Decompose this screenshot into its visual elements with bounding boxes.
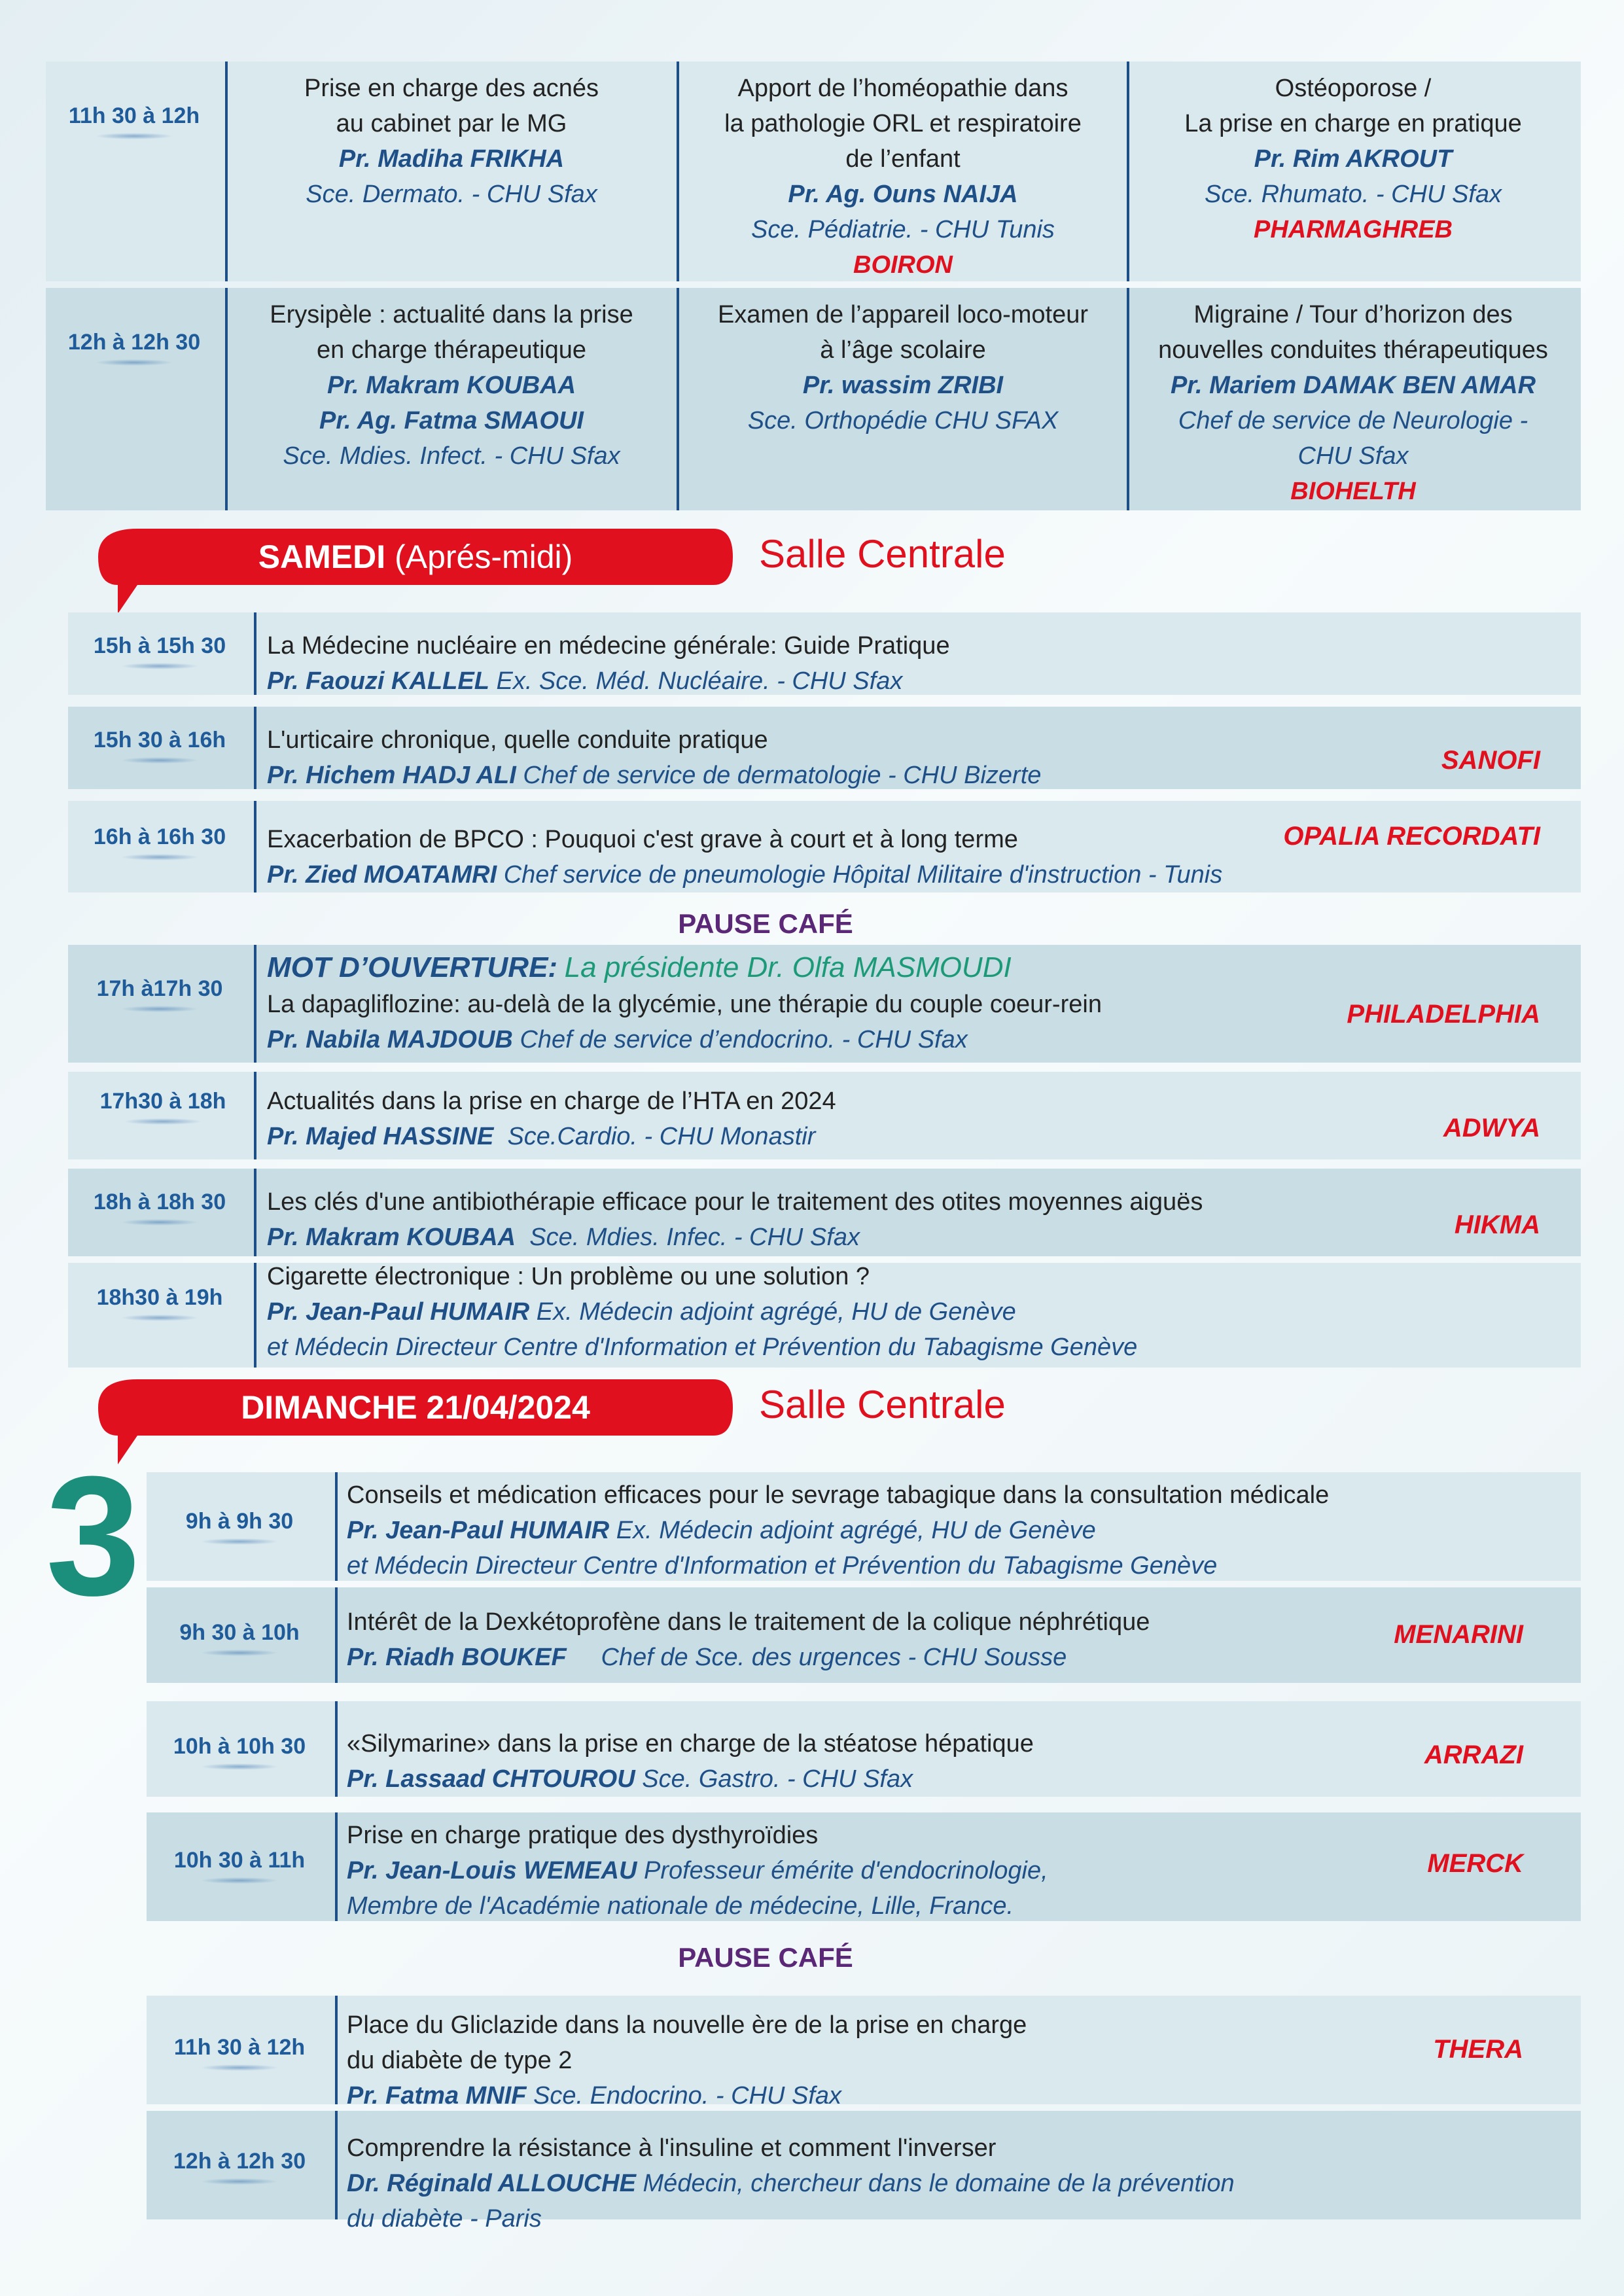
speaker-name: Dr. Réginald ALLOUCHE — [347, 2170, 636, 2197]
speaker-affiliation: CHU Sfax — [1297, 442, 1409, 470]
speaker-affiliation: Chef de Sce. des urgences - CHU Sousse — [601, 1644, 1067, 1671]
session-time: 9h à 9h 30 — [147, 1509, 332, 1545]
session-title: à l’âge scolaire — [820, 336, 986, 364]
session-block — [347, 2130, 1235, 2236]
session-title: Migraine / Tour d’horizon des — [1193, 301, 1513, 328]
speaker-affiliation: Sce.Cardio. - CHU Monastir — [507, 1123, 816, 1150]
column-divider — [1127, 288, 1129, 510]
speaker-affiliation: Membre de l'Académie nationale de médecine, Lille, France. — [347, 1892, 1014, 1920]
session-time: 17h30 à 18h — [68, 1089, 258, 1125]
banner-title: DIMANCHE 21/04/2024 — [241, 1389, 590, 1426]
speaker-name: Pr. Fatma MNIF — [347, 2082, 527, 2110]
session-title: Conseils et médication efficaces pour le sevrage tabagique dans la consultation médicale — [347, 1481, 1330, 1509]
sponsor-lab: SANOFI — [1441, 746, 1540, 775]
opening-label: MOT D’OUVERTURE: — [267, 951, 558, 983]
session-block — [267, 628, 950, 699]
session-title: Examen de l’appareil loco-moteur — [717, 301, 1089, 328]
speaker-name: Pr. Mariem DAMAK BEN AMAR — [1170, 372, 1536, 399]
session-block — [267, 1259, 1137, 1365]
room-name: Salle Centrale — [759, 1383, 1006, 1426]
time-divider — [254, 945, 256, 1063]
speaker-name: Pr. Faouzi KALLEL — [267, 667, 489, 695]
session-cell — [680, 297, 1125, 438]
session-time: 10h à 10h 30 — [147, 1734, 332, 1770]
sponsor-lab: ARRAZI — [1424, 1740, 1523, 1769]
opening-speaker: La présidente Dr. Olfa MASMOUDI — [564, 951, 1012, 983]
speaker-affiliation: Chef de service de Neurologie - — [1178, 407, 1528, 434]
sponsor-lab: THERA — [1433, 2035, 1523, 2064]
speaker-name: Pr. Jean-Paul HUMAIR — [267, 1298, 530, 1326]
session-block — [347, 1604, 1150, 1675]
sponsor-lab: MENARINI — [1394, 1620, 1523, 1649]
session-time: 10h 30 à 11h — [147, 1848, 332, 1884]
session-block — [267, 1184, 1203, 1255]
session-title: La Médecine nucléaire en médecine générale: Guide Pratique — [267, 632, 950, 660]
session-title: Prise en charge pratique des dysthyroïdies — [347, 1822, 819, 1849]
session-time: 11h 30 à 12h — [46, 103, 222, 139]
coffee-break-label: PAUSE CAFÉ — [678, 908, 853, 939]
session-block — [267, 722, 1041, 793]
day-banner-dimanche — [98, 1379, 733, 1436]
speaker-affiliation: du diabète - Paris — [347, 2205, 542, 2233]
speaker-affiliation: Sce. Rhumato. - CHU Sfax — [1204, 181, 1502, 208]
session-block — [267, 1084, 836, 1154]
speaker-name: Pr. Hichem HADJ ALI — [267, 762, 516, 789]
sponsor-lab: OPALIA RECORDATI — [1283, 822, 1540, 851]
speaker-affiliation: Médecin, chercheur dans le domaine de la prévention — [643, 2170, 1235, 2197]
speaker-name: Pr. Jean-Paul HUMAIR — [347, 1517, 610, 1544]
session-time: 9h 30 à 10h — [147, 1620, 332, 1656]
banner-title: SAMEDI — [258, 539, 386, 575]
session-title: Ostéoporose / — [1275, 75, 1432, 102]
session-time: 15h 30 à 16h — [68, 728, 251, 764]
sponsor-lab: ADWYA — [1443, 1114, 1540, 1142]
sponsor-lab: BOIRON — [853, 251, 953, 279]
session-time: 18h30 à 19h — [68, 1285, 251, 1321]
column-divider — [225, 288, 228, 510]
speaker-affiliation: Sce. Mdies. Infect. - CHU Sfax — [283, 442, 620, 470]
speaker-affiliation: Sce. Gastro. - CHU Sfax — [642, 1765, 913, 1793]
session-title: Comprendre la résistance à l'insuline et comment l'inverser — [347, 2134, 997, 2162]
session-time: 11h 30 à 12h — [147, 2035, 332, 2071]
session-cell — [680, 71, 1125, 283]
sponsor-lab: PHARMAGHREB — [1254, 216, 1453, 243]
session-block — [347, 1726, 1034, 1797]
speaker-affiliation: Sce. Pédiatrie. - CHU Tunis — [751, 216, 1055, 243]
speaker-affiliation: Chef de service d’endocrino. - CHU Sfax — [520, 1026, 968, 1053]
session-time: 18h à 18h 30 — [68, 1190, 251, 1226]
session-block — [267, 950, 1102, 1057]
speaker-affiliation: Professeur émérite d'endocrinologie, — [643, 1857, 1048, 1884]
speaker-name: Pr. Rim AKROUT — [1254, 145, 1453, 173]
column-divider — [677, 62, 679, 281]
time-divider — [335, 1996, 338, 2104]
speaker-affiliation: Ex. Sce. Méd. Nucléaire. - CHU Sfax — [496, 667, 903, 695]
session-block — [347, 2007, 1027, 2113]
session-title: Prise en charge des acnés — [304, 75, 599, 102]
session-block — [347, 1477, 1329, 1583]
session-title: Apport de l’homéopathie dans — [737, 75, 1068, 102]
session-title: «Silymarine» dans la prise en charge de la stéatose hépatique — [347, 1730, 1034, 1757]
time-divider — [335, 1587, 338, 1683]
sponsor-lab: PHILADELPHIA — [1347, 1000, 1540, 1029]
speaker-affiliation: Chef de service de dermatologie - CHU Bizerte — [523, 762, 1042, 789]
time-divider — [254, 707, 256, 789]
time-divider — [335, 1472, 338, 1581]
column-divider — [225, 62, 228, 281]
speaker-affiliation: Sce. Mdies. Infec. - CHU Sfax — [529, 1224, 860, 1251]
session-cell — [229, 71, 674, 212]
session-time: 17h à17h 30 — [68, 976, 251, 1012]
room-name: Salle Centrale — [759, 532, 1006, 576]
speaker-affiliation: Sce. Orthopédie CHU SFAX — [747, 407, 1059, 434]
session-title: Erysipèle : actualité dans la prise — [270, 301, 633, 328]
speaker-name: Pr. wassim ZRIBI — [802, 372, 1004, 399]
session-title: Place du Gliclazide dans la nouvelle ère de la prise en charge — [347, 2011, 1027, 2039]
time-divider — [254, 801, 256, 892]
time-divider — [254, 1169, 256, 1256]
speaker-affiliation: et Médecin Directeur Centre d'Information et Prévention du Tabagisme Genève — [267, 1333, 1138, 1361]
session-cell — [229, 297, 674, 474]
session-block — [347, 1818, 1048, 1924]
time-divider — [335, 1701, 338, 1797]
speaker-name: Pr. Makram KOUBAA — [267, 1224, 516, 1251]
banner-subtitle: (Aprés-midi) — [395, 539, 573, 575]
sponsor-lab: HIKMA — [1454, 1210, 1540, 1239]
speaker-name: Pr. Madiha FRIKHA — [338, 145, 565, 173]
day-number-badge: 3 — [46, 1441, 141, 1631]
coffee-break-label: PAUSE CAFÉ — [678, 1942, 853, 1973]
session-time: 16h à 16h 30 — [68, 824, 251, 860]
time-divider — [254, 1263, 256, 1368]
session-cell — [1131, 71, 1576, 247]
speaker-name: Pr. Jean-Louis WEMEAU — [347, 1857, 637, 1884]
session-title: de l’enfant — [845, 145, 961, 173]
speaker-affiliation: et Médecin Directeur Centre d'Information et Prévention du Tabagisme Genève — [347, 1552, 1218, 1580]
column-divider — [1127, 62, 1129, 281]
session-title: en charge thérapeutique — [317, 336, 586, 364]
session-title: Actualités dans la prise en charge de l’HTA en 2024 — [267, 1087, 836, 1115]
speaker-name: Pr. Nabila MAJDOUB — [267, 1026, 513, 1053]
session-title: Les clés d'une antibiothérapie efficace pour le traitement des otites moyennes aiguës — [267, 1188, 1203, 1216]
speaker-affiliation: Ex. Médecin adjoint agrégé, HU de Genève — [536, 1298, 1016, 1326]
session-title: La prise en charge en pratique — [1184, 110, 1522, 137]
session-block — [267, 822, 1222, 892]
session-title: au cabinet par le MG — [336, 110, 567, 137]
session-title: Cigarette électronique : Un problème ou une solution ? — [267, 1263, 870, 1290]
time-divider — [254, 612, 256, 695]
session-title: la pathologie ORL et respiratoire — [724, 110, 1082, 137]
session-title: nouvelles conduites thérapeutiques — [1158, 336, 1548, 364]
session-time: 15h à 15h 30 — [68, 633, 251, 669]
session-cell — [1131, 297, 1576, 509]
speaker-name: Pr. Ag. Ouns NAIJA — [788, 181, 1018, 208]
speaker-name: Pr. Riadh BOUKEF — [347, 1644, 567, 1671]
session-title: Intérêt de la Dexkétoprofène dans le traitement de la colique néphrétique — [347, 1608, 1150, 1636]
session-title: L'urticaire chronique, quelle conduite pratique — [267, 726, 768, 754]
speaker-name: Pr. Majed HASSINE — [267, 1123, 494, 1150]
column-divider — [677, 288, 679, 510]
day-banner-samedi — [98, 529, 733, 585]
session-title: du diabète de type 2 — [347, 2047, 573, 2074]
speaker-affiliation: Sce. Endocrino. - CHU Sfax — [533, 2082, 842, 2110]
speaker-affiliation: Sce. Dermato. - CHU Sfax — [306, 181, 597, 208]
time-divider — [335, 1812, 338, 1921]
speaker-name: Pr. Makram KOUBAA — [327, 372, 576, 399]
speaker-name: Pr. Zied MOATAMRI — [267, 861, 497, 889]
session-time: 12h à 12h 30 — [147, 2149, 332, 2185]
speaker-name: Pr. Ag. Fatma SMAOUI — [319, 407, 584, 434]
session-time: 12h à 12h 30 — [46, 330, 222, 366]
session-title: Exacerbation de BPCO : Pouquoi c'est grave à court et à long terme — [267, 826, 1018, 853]
sponsor-lab: MERCK — [1427, 1849, 1523, 1878]
speaker-affiliation: Chef service de pneumologie Hôpital Militaire d'instruction - Tunis — [503, 861, 1223, 889]
time-divider — [335, 2111, 338, 2219]
speaker-name: Pr. Lassaad CHTOUROU — [347, 1765, 635, 1793]
speaker-affiliation: Ex. Médecin adjoint agrégé, HU de Genève — [616, 1517, 1096, 1544]
sponsor-lab: BIOHELTH — [1290, 478, 1416, 505]
session-title: La dapagliflozine: au-delà de la glycémie, une thérapie du couple coeur-rein — [267, 991, 1102, 1018]
